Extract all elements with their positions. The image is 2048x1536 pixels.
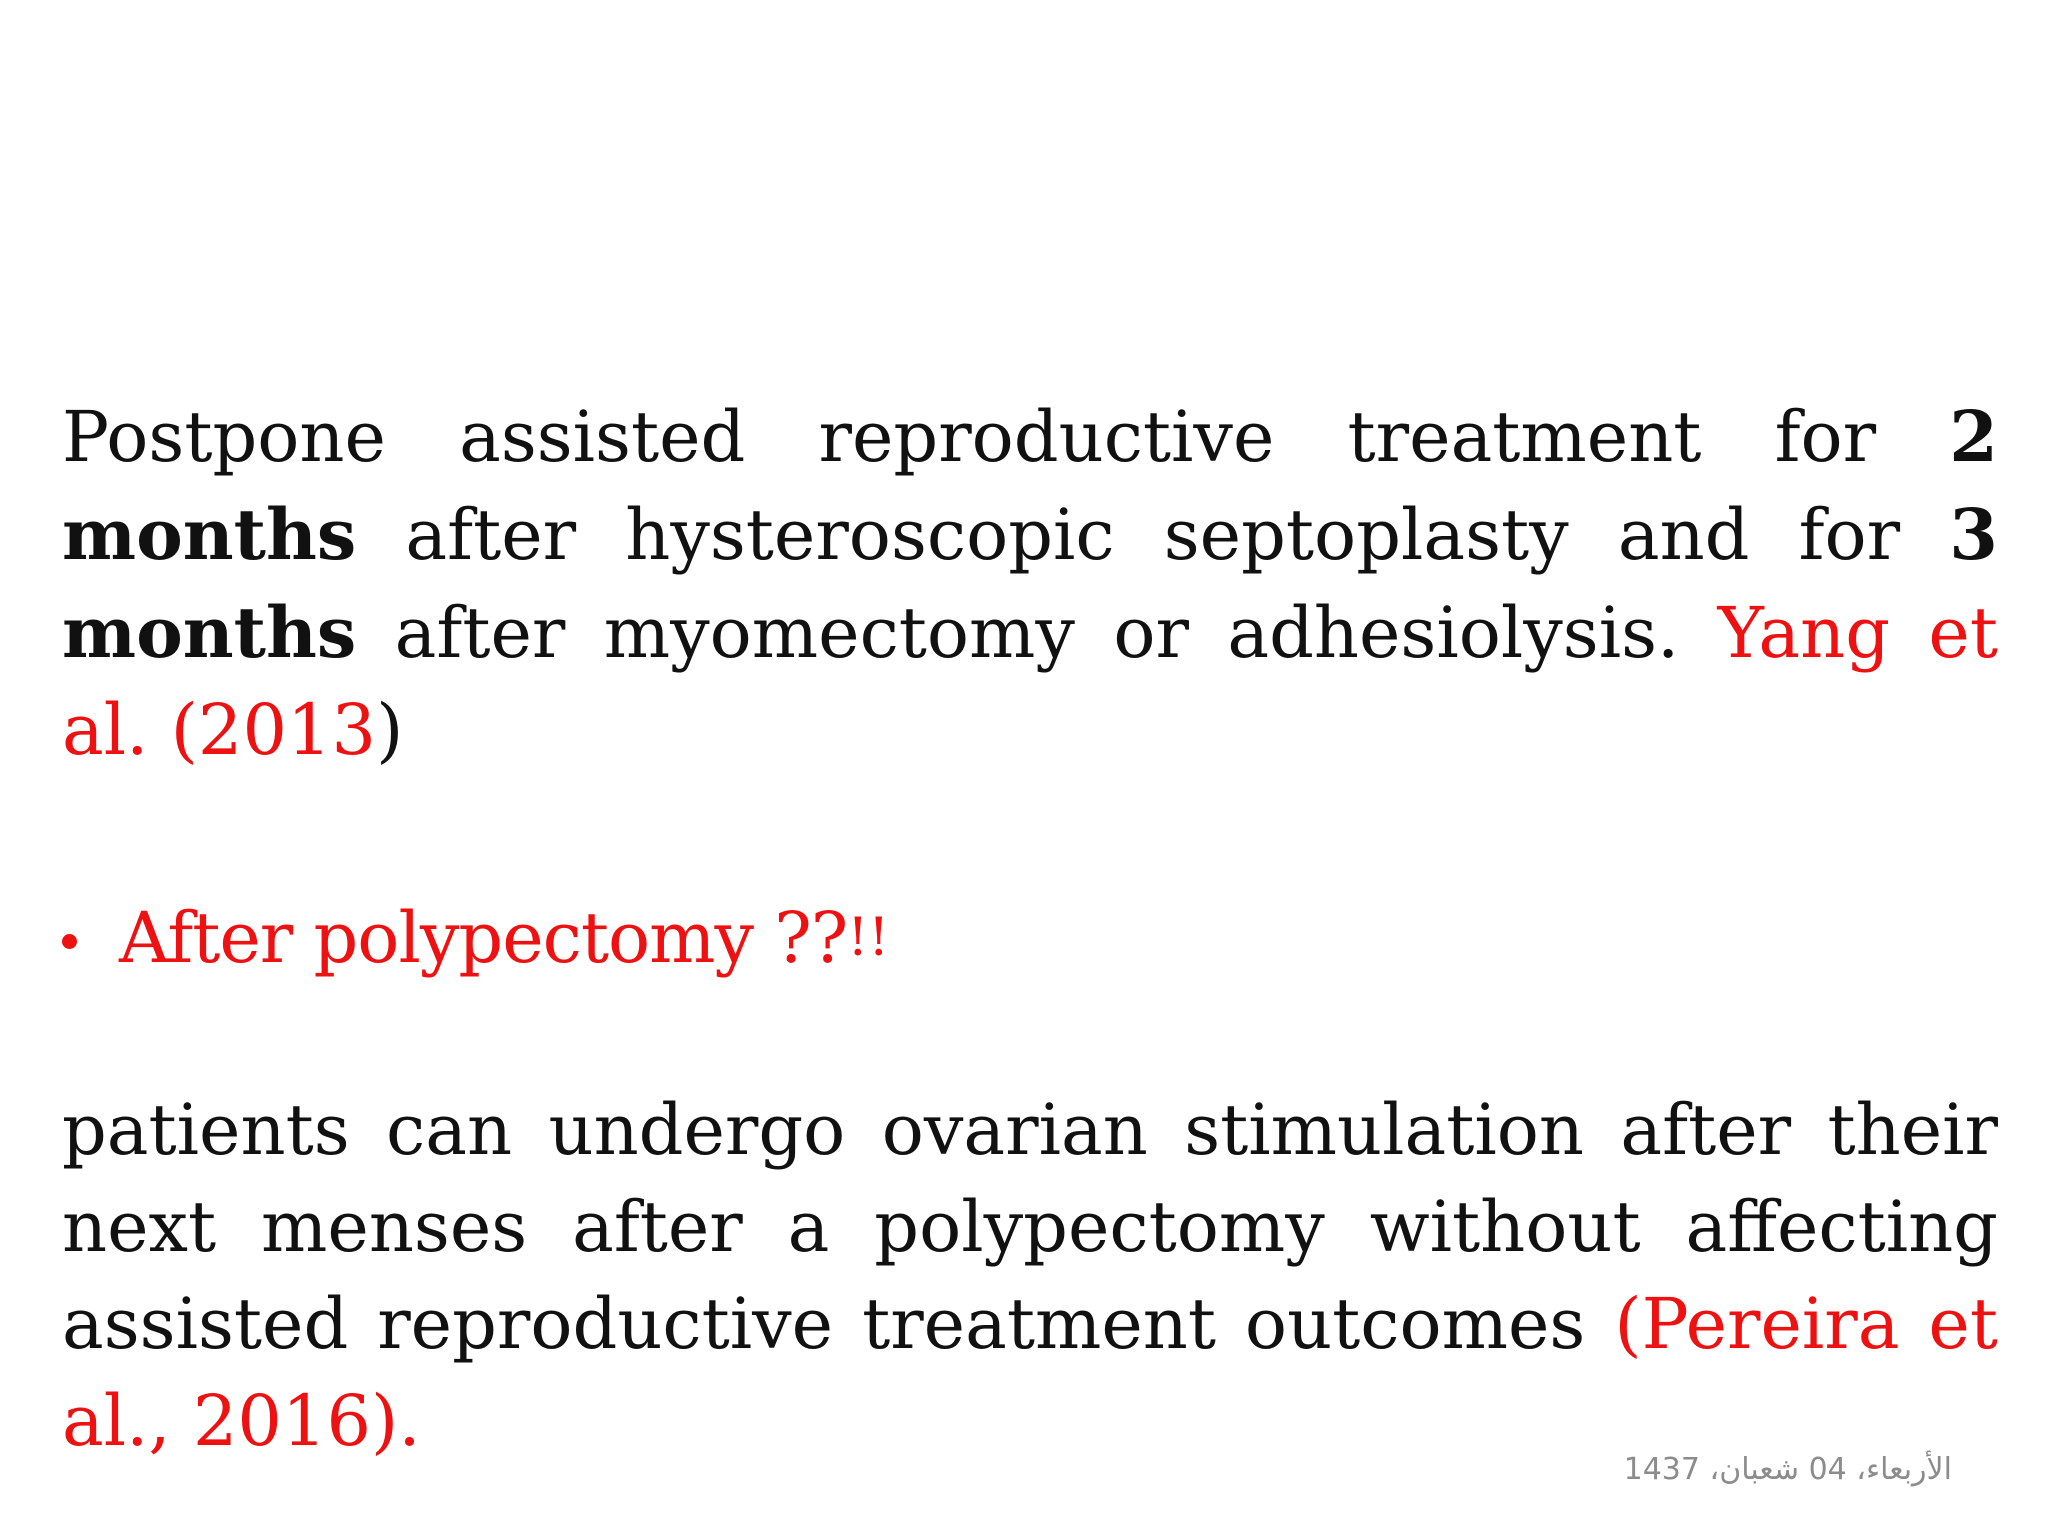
- bullet-after-polypectomy: [62, 890, 889, 987]
- bullet-text: After polypectomy ??: [119, 897, 848, 979]
- bullet-dot-icon: [62, 934, 77, 949]
- footer-date: الأربعاء، 04 شعبان، 1437: [1623, 1452, 1952, 1487]
- bullet-exclaim: !!: [847, 908, 890, 968]
- para1-bold-2-months: 2 months: [62, 395, 1998, 576]
- para1-close-paren: ): [376, 689, 404, 771]
- para2-citation: (Pereira et al., 2016).: [62, 1283, 1998, 1462]
- para1-bold-3-months: 3 months: [62, 493, 1998, 674]
- paragraph-ovarian-stimulation: [62, 1082, 1998, 1470]
- para1-text-1: Postpone assisted reproductive treatment for: [62, 396, 1950, 478]
- para2-text: patients can undergo ovarian stimulation after their next menses after a polypectomy without affecting assisted reproductive treatment outcomes: [62, 1089, 1998, 1365]
- para1-text-2: after hysteroscopic septoplasty and for: [356, 494, 1950, 576]
- para1-citation: Yang et al. (2013: [62, 592, 1998, 771]
- paragraph-postpone-treatment: [62, 388, 1998, 779]
- para1-text-3: after myomectomy or adhesiolysis.: [356, 592, 1718, 674]
